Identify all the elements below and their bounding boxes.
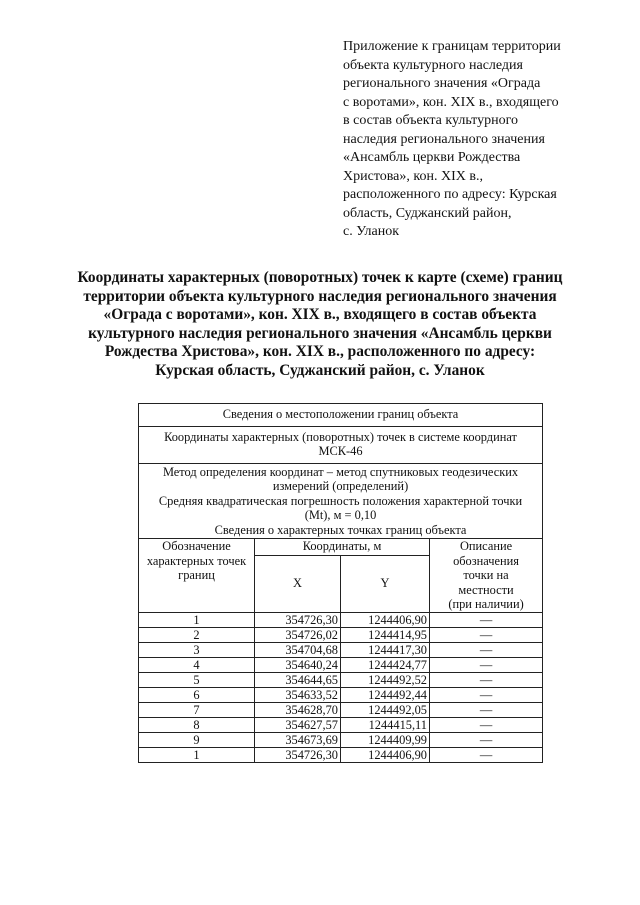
method-line: (Mt), м = 0,10: [304, 508, 377, 522]
col-header-point-line: характерных точек: [146, 553, 247, 568]
x-cell: 354673,69: [255, 732, 341, 747]
points-info-line: Сведения о характерных точках границ объекта: [214, 522, 467, 537]
col-header-x: X: [255, 555, 341, 612]
col-header-description: [430, 539, 543, 613]
x-cell: 354640,24: [255, 657, 341, 672]
document-title: [70, 269, 570, 381]
appendix-line: с. Уланок: [343, 224, 400, 239]
coordinate-system-line: Координаты характерных (поворотных) точек в системе координат: [164, 429, 517, 444]
description-cell: —: [430, 612, 543, 627]
table-row: [139, 672, 543, 687]
point-cell: 6: [139, 687, 255, 702]
appendix-line: расположенного по адресу: Курская: [343, 187, 557, 202]
col-header-description-line: (при наличии): [448, 597, 524, 611]
description-cell: —: [430, 657, 543, 672]
table-row: [139, 702, 543, 717]
x-cell: 354704,68: [255, 642, 341, 657]
x-cell: 354627,57: [255, 717, 341, 732]
table-row: [139, 627, 543, 642]
appendix-line: область, Суджанский район,: [343, 205, 512, 221]
y-cell: 1244492,52: [341, 672, 430, 687]
col-header-y: Y: [341, 555, 430, 612]
method-line: Метод определения координат – метод спутниковых геодезических: [162, 464, 519, 479]
table-row: [139, 687, 543, 702]
appendix-line: с воротами», кон. XIX в., входящего: [343, 94, 559, 110]
description-cell: —: [430, 672, 543, 687]
coordinates-table: [138, 403, 543, 763]
section-coordinate-system: [139, 426, 543, 463]
method-line: Средняя квадратическая погрешность положения характерной точки: [158, 493, 523, 508]
appendix-line: регионального значения «Ограда: [343, 76, 541, 91]
y-cell: 1244414,95: [341, 627, 430, 642]
col-header-coordinates: Координаты, м: [255, 539, 430, 556]
title-line: Курская область, Суджанский район, с. Уланок: [155, 361, 485, 379]
point-cell: 8: [139, 717, 255, 732]
x-cell: 354726,30: [255, 747, 341, 762]
point-cell: 1: [139, 612, 255, 627]
title-line: Координаты характерных (поворотных) точек к карте (схеме) границ: [77, 269, 563, 286]
appendix-line: Христова», кон. XIX в.,: [343, 168, 483, 184]
title-line: «Ограда с воротами», кон. XIX в., входящего в состав объекта: [103, 306, 537, 324]
x-cell: 354726,30: [255, 612, 341, 627]
description-cell: —: [430, 747, 543, 762]
description-cell: —: [430, 732, 543, 747]
x-cell: 354644,65: [255, 672, 341, 687]
col-header-point-line: Обозначение: [162, 539, 231, 553]
x-cell: 354628,70: [255, 702, 341, 717]
col-header-description-line: местности: [458, 582, 514, 597]
method-line: измерений (определений): [272, 479, 409, 493]
section-location-header: [139, 404, 543, 427]
point-cell: 4: [139, 657, 255, 672]
y-cell: 1244406,90: [341, 747, 430, 762]
y-cell: 1244415,11: [341, 717, 430, 732]
y-cell: 1244424,77: [341, 657, 430, 672]
col-header-point-line: границ: [178, 568, 215, 582]
description-cell: —: [430, 642, 543, 657]
title-line: Рождества Христова», кон. XIX в., расположенного по адресу:: [104, 343, 536, 361]
point-cell: 7: [139, 702, 255, 717]
point-cell: 9: [139, 732, 255, 747]
description-cell: —: [430, 717, 543, 732]
col-header-description-line: Описание: [459, 539, 513, 553]
section-method: [139, 463, 543, 539]
y-cell: 1244409,99: [341, 732, 430, 747]
point-cell: 5: [139, 672, 255, 687]
x-cell: 354633,52: [255, 687, 341, 702]
y-cell: 1244492,05: [341, 702, 430, 717]
col-header-point: [139, 539, 255, 613]
table-row: [139, 747, 543, 762]
col-header-description-line: точки на: [463, 568, 509, 582]
appendix-line: в состав объекта культурного: [343, 113, 518, 128]
coordinate-system-line: МСК-46: [318, 444, 363, 458]
point-cell: 3: [139, 642, 255, 657]
title-line: культурного наследия регионального значения «Ансамбль церкви: [88, 324, 552, 342]
description-cell: —: [430, 687, 543, 702]
y-cell: 1244492,44: [341, 687, 430, 702]
section-location-text: Сведения о местоположении границ объекта: [222, 407, 459, 421]
table-row: [139, 612, 543, 627]
appendix-note: [343, 38, 581, 242]
x-cell: 354726,02: [255, 627, 341, 642]
appendix-line: Приложение к границам территории: [343, 39, 561, 54]
appendix-line: наследия регионального значения: [343, 131, 545, 147]
table-row: [139, 732, 543, 747]
coordinate-rows: [139, 612, 543, 762]
y-cell: 1244406,90: [341, 612, 430, 627]
description-cell: —: [430, 627, 543, 642]
description-cell: —: [430, 702, 543, 717]
y-cell: 1244417,30: [341, 642, 430, 657]
table-row: [139, 717, 543, 732]
title-line: территории объекта культурного наследия регионального значения: [83, 287, 557, 305]
table-row: [139, 657, 543, 672]
appendix-line: объекта культурного наследия: [343, 57, 523, 73]
col-header-description-line: обозначения: [453, 553, 519, 568]
appendix-line: «Ансамбль церкви Рождества: [343, 150, 521, 165]
table-row: [139, 642, 543, 657]
point-cell: 2: [139, 627, 255, 642]
point-cell: 1: [139, 747, 255, 762]
